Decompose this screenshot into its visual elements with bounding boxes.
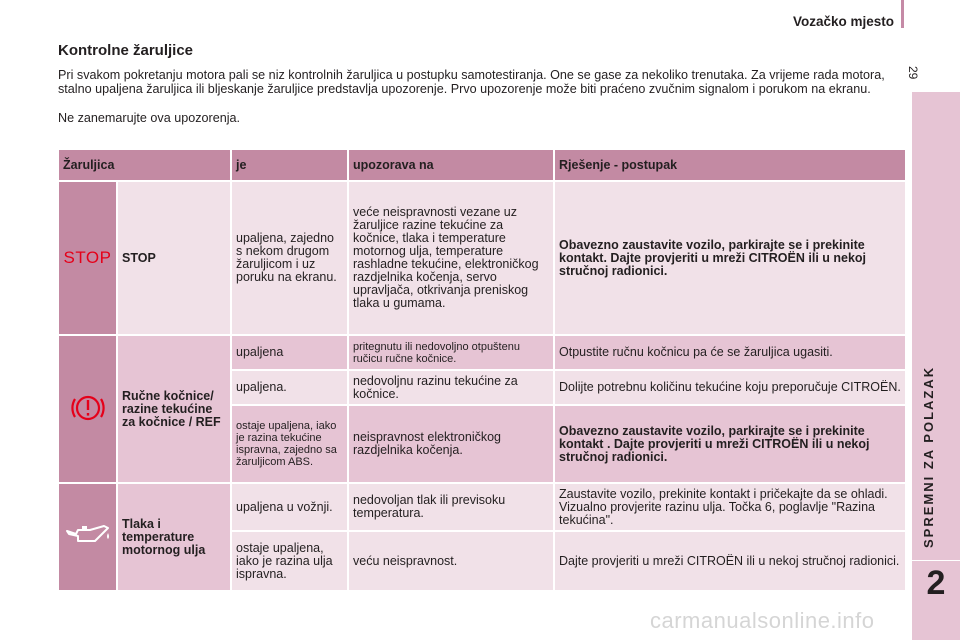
lamp-name: Ručne kočnice/ razine tekućine za kočnice / REF xyxy=(118,336,230,482)
header-state: je xyxy=(232,150,347,180)
chapter-side-tab xyxy=(912,92,960,640)
page-number: 29 xyxy=(906,66,920,80)
lamp-state: upaljena xyxy=(232,336,347,369)
header-warning: upozorava na xyxy=(349,150,553,180)
brake-lamp-cell xyxy=(59,336,116,482)
header-divider xyxy=(901,0,904,28)
lamp-warning: veće neispravnosti vezane uz žaruljice razine tekućine za kočnice, tlaka i temperature motornog ulja, temperature rashladne tekućine, elektroničkog razdjelnika kočenja, servo upravljača, otkrivanja preniskog tlaka u gumama. xyxy=(349,182,553,334)
table-header-row xyxy=(59,150,905,180)
lamp-name: Tlaka i temperature motornog ulja xyxy=(118,484,230,590)
lamp-state: ostaje upaljena, iako je razina tekućine ispravna, zajedno sa žaruljicom ABS. xyxy=(232,406,347,482)
oil-can-icon xyxy=(64,521,112,551)
brake-warning-icon xyxy=(68,388,108,428)
warning-lights-table xyxy=(57,148,907,592)
table-row xyxy=(59,182,905,334)
lamp-state: upaljena, zajedno s nekom drugom žaruljicom i uz poruku na ekranu. xyxy=(232,182,347,334)
header-solution: Rješenje - postupak xyxy=(555,150,905,180)
intro-note: Ne zanemarujte ova upozorenja. xyxy=(58,111,241,125)
lamp-solution: Obavezno zaustavite vozilo, parkirajte se i prekinite kontakt. Dajte provjeriti u mreži CITROËN ili u nekoj stručnoj radionici. xyxy=(555,182,905,334)
lamp-solution: Obavezno zaustavite vozilo, parkirajte se i prekinite kontakt . Dajte provjeriti u mreži CITROËN ili u nekoj stručnoj radionici. xyxy=(555,406,905,482)
lamp-solution: Otpustite ručnu kočnicu pa će se žaruljica ugasiti. xyxy=(555,336,905,369)
lamp-warning: neispravnost elektroničkog razdjelnika kočenja. xyxy=(349,406,553,482)
lamp-solution: Dolijte potrebnu količinu tekućine koju preporučuje CITROËN. xyxy=(555,371,905,404)
lamp-solution: Zaustavite vozilo, prekinite kontakt i pričekajte da se ohladi. Vizualno provjerite razinu ulja. Točka 6, poglavlje "Razina tekućina". xyxy=(555,484,905,530)
lamp-solution: Dajte provjeriti u mreži CITROËN ili u nekoj stručnoj radionici. xyxy=(555,532,905,590)
lamp-warning: nedovoljan tlak ili previsoku temperatura. xyxy=(349,484,553,530)
lamp-state: upaljena. xyxy=(232,371,347,404)
stop-lamp-cell xyxy=(59,182,116,334)
stop-icon: STOP xyxy=(63,247,112,267)
lamp-warning: veću neispravnost. xyxy=(349,532,553,590)
side-tab-divider xyxy=(912,560,960,561)
table-row xyxy=(59,484,905,530)
watermark: carmanualsonline.info xyxy=(650,608,875,633)
intro-paragraph: Pri svakom pokretanju motora pali se niz kontrolnih žaruljica u postupku samotestiranja. One se gase za nekoliko trenutaka. Za vrijeme rada motora, stalno upaljena žaruljica ili bljeskanje žaruljice predstavlja upozorenje. Prvo upozorenje može biti praćeno zvučnim signalom i porukom na ekranu. xyxy=(58,68,885,96)
table-row xyxy=(59,336,905,369)
lamp-state: upaljena u vožnji. xyxy=(232,484,347,530)
header-lamp: Žaruljica xyxy=(59,150,230,180)
lamp-state: ostaje upaljena, iako je razina ulja ispravna. xyxy=(232,532,347,590)
lamp-warning: pritegnutu ili nedovoljno otpuštenu ručicu ručne kočnice. xyxy=(349,336,553,369)
chapter-side-label: SPREMNI ZA POLAZAK xyxy=(921,365,936,548)
page-header-title: Vozačko mjesto xyxy=(792,14,894,29)
lamp-warning: nedovoljnu razinu tekućine za kočnice. xyxy=(349,371,553,404)
section-title: Kontrolne žaruljice xyxy=(58,42,194,59)
chapter-number: 2 xyxy=(926,564,946,602)
lamp-name: STOP xyxy=(118,182,230,334)
oil-lamp-cell xyxy=(59,484,116,590)
